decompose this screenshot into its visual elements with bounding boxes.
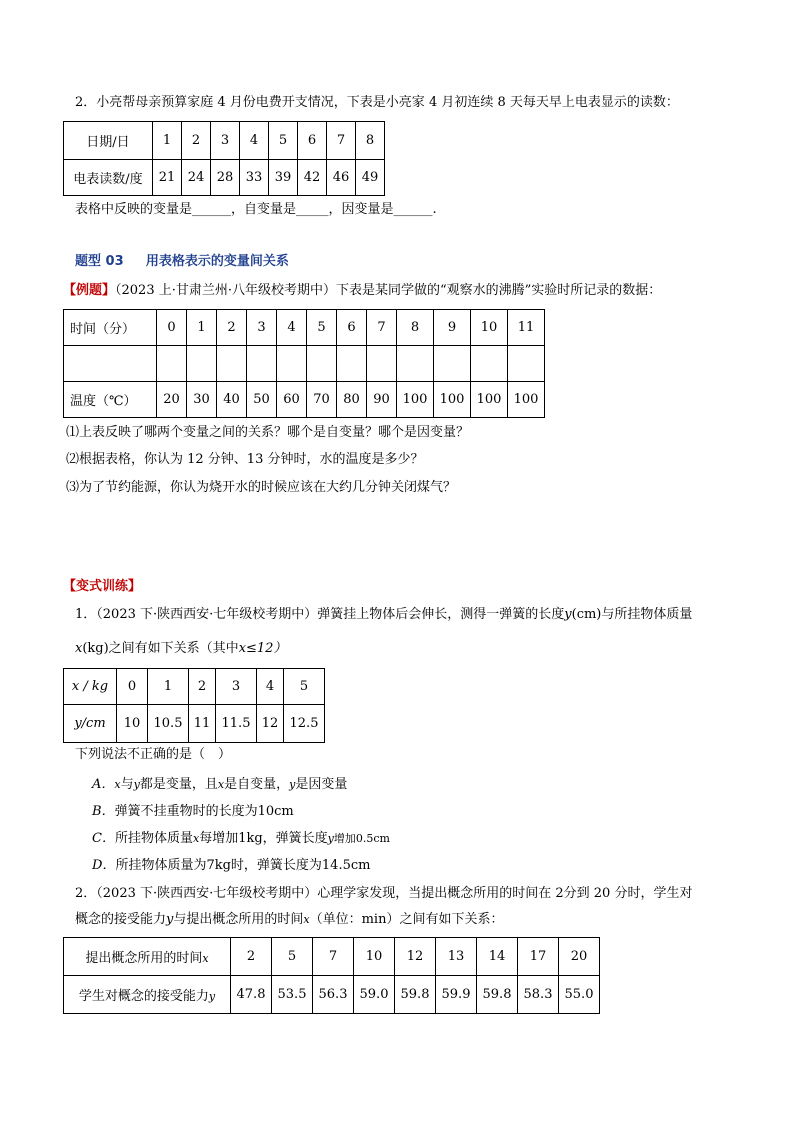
table-cell: 10.5 (148, 705, 189, 743)
table-cell (247, 346, 277, 382)
table-cell: 7 (327, 122, 356, 160)
section-heading (75, 253, 289, 271)
var-y: y (327, 832, 334, 845)
var-x: x (217, 778, 225, 791)
table-cell: 12 (395, 938, 436, 976)
option-c (92, 830, 390, 848)
table-cell: 59.8 (395, 976, 436, 1014)
table-cell: 24 (182, 160, 211, 196)
table-cell: 7 (367, 310, 397, 346)
option-b (92, 803, 294, 821)
table-cell: 59.9 (436, 976, 477, 1014)
table-cell: 59.8 (477, 976, 518, 1014)
t1-line1 (75, 606, 692, 624)
option-text: 所挂物体质量 (114, 831, 193, 846)
example-text: （2023 上·甘肃兰州·八年级校考期中）下表是某同学做的“观察水的沸腾”实验时所记录的数据： (115, 283, 662, 298)
option-text: 每增加1kg，弹簧长度 (199, 831, 328, 846)
table-cell: 100 (508, 382, 545, 418)
t1-line2 (75, 640, 286, 658)
table-cell: 100 (397, 382, 434, 418)
option-text: 都是变量，且 (139, 777, 218, 792)
table-cell (64, 976, 231, 1014)
table-cell: 0 (157, 310, 187, 346)
t1-ask: 下列说法不正确的是（ ） (75, 747, 232, 762)
table-cell: 33 (240, 160, 269, 196)
example-q3: ⑶为了节约能源，你认为烧开水的时候应该在大约几分钟关闭煤气？ (66, 480, 457, 495)
table-cell: 1 (153, 122, 182, 160)
table-cell (64, 938, 231, 976)
table-cell: 13 (436, 938, 477, 976)
example-q2: ⑵根据表格，你认为 12 分钟、13 分钟时，水的温度是多少？ (66, 452, 424, 467)
table-cell: 10 (354, 938, 395, 976)
var-y: y (166, 912, 174, 927)
boiling-table (63, 309, 545, 418)
table-cell: 20 (559, 938, 600, 976)
table-cell (397, 346, 434, 382)
t1-text-a: 1．（2023 下·陕西西安·七年级校考期中）弹簧挂上物体后会伸长，测得一弹簧的长度 (75, 607, 565, 622)
table-cell: 14 (477, 938, 518, 976)
table-cell: 17 (518, 938, 559, 976)
option-text: 所挂物体质量为7kg时，弹簧长度为14.5cm (115, 858, 371, 873)
spring-table (63, 668, 325, 743)
table-cell: 1 (187, 310, 217, 346)
table-cell: 10 (471, 310, 508, 346)
option-text: 是因变量 (295, 777, 348, 792)
table-cell: 6 (298, 122, 327, 160)
table-cell: 2 (189, 669, 216, 705)
table-cell: 46 (327, 160, 356, 196)
t2-text-b: 与提出概念所用的时间 (173, 912, 304, 927)
option-text: 与 (120, 777, 134, 792)
option-letter: B． (92, 804, 115, 819)
table-cell: 28 (211, 160, 240, 196)
table-cell: 5 (272, 938, 313, 976)
table-cell: 30 (187, 382, 217, 418)
t2-line1: 2．（2023 下·陕西西安·七年级校考期中）心理学家发现，当提出概念所用的时间在 2分到 20 分时，学生对 (75, 886, 693, 901)
example-tag: 【例题】 (63, 283, 116, 298)
var-x: x (303, 913, 310, 926)
t1-condition: x≤12） (238, 641, 287, 656)
table-cell (217, 346, 247, 382)
section-label: 题型 03 (75, 254, 124, 269)
table-cell: 1 (148, 669, 189, 705)
var-y: y (208, 990, 216, 1003)
table-cell (157, 346, 187, 382)
table-cell: 11.5 (216, 705, 257, 743)
option-text: 弹簧不挂重物时的长度为10cm (114, 804, 294, 819)
table-cell: 4 (277, 310, 307, 346)
table-cell: 49 (356, 160, 385, 196)
table-cell: 2 (217, 310, 247, 346)
table-cell (187, 346, 217, 382)
table-cell: 47.8 (231, 976, 272, 1014)
t1-text-c: (kg)之间有如下关系（其中 (82, 641, 239, 656)
table-cell: 0 (117, 669, 148, 705)
table-cell: 21 (153, 160, 182, 196)
table-cell: 电表读数/度 (64, 160, 153, 196)
option-text: 增加0.5cm (333, 832, 390, 845)
var-x: x (202, 952, 209, 965)
t2-text-a: 概念的接受能力 (75, 912, 167, 927)
table-cell: 39 (269, 160, 298, 196)
table-cell: 40 (217, 382, 247, 418)
option-letter: D． (92, 858, 116, 873)
table-cell: 11 (189, 705, 216, 743)
table-cell: 55.0 (559, 976, 600, 1014)
table-cell: 3 (211, 122, 240, 160)
var-x: x (192, 832, 200, 845)
table-cell: 11 (508, 310, 545, 346)
table-cell: 6 (337, 310, 367, 346)
row-head: 学生对概念的接受能力 (78, 989, 209, 1004)
table-cell: 20 (157, 382, 187, 418)
table-cell: 60 (277, 382, 307, 418)
table-cell: x / kg (64, 669, 117, 705)
table-cell: 3 (216, 669, 257, 705)
table-cell (367, 346, 397, 382)
option-d (92, 857, 370, 875)
table-cell: 5 (269, 122, 298, 160)
table-cell (64, 346, 157, 382)
table-cell: y/cm (64, 705, 117, 743)
table-cell (307, 346, 337, 382)
table-cell: 8 (397, 310, 434, 346)
table-cell: 10 (117, 705, 148, 743)
table-cell: 90 (367, 382, 397, 418)
table-cell: 58.3 (518, 976, 559, 1014)
option-letter: C． (92, 831, 115, 846)
table-cell: 70 (307, 382, 337, 418)
table-cell: 7 (313, 938, 354, 976)
table-cell (337, 346, 367, 382)
table-cell: 日期/日 (64, 122, 153, 160)
example-q1: ⑴上表反映了哪两个变量之间的关系？哪个是自变量？哪个是因变量？ (66, 425, 470, 440)
table-cell: 59.0 (354, 976, 395, 1014)
table-cell: 53.5 (272, 976, 313, 1014)
concept-table (63, 937, 600, 1014)
table-cell: 80 (337, 382, 367, 418)
var-y: y (564, 607, 572, 622)
t2-text-c: （单位：min）之间有如下关系： (309, 912, 504, 927)
row-head: 提出概念所用的时间 (85, 951, 203, 966)
table-cell: 5 (307, 310, 337, 346)
table-cell: 5 (284, 669, 325, 705)
electricity-table (63, 121, 385, 196)
option-letter: A． (92, 777, 115, 792)
var-y: y (289, 778, 296, 791)
table-cell (508, 346, 545, 382)
table-cell: 2 (182, 122, 211, 160)
table-cell: 4 (240, 122, 269, 160)
var-x: x (114, 778, 121, 791)
table-cell: 12.5 (284, 705, 325, 743)
table-cell (471, 346, 508, 382)
table-cell: 100 (471, 382, 508, 418)
option-a (92, 776, 347, 794)
var-y: y (133, 778, 140, 791)
table-cell: 50 (247, 382, 277, 418)
table-cell: 8 (356, 122, 385, 160)
q2-intro: 2．小亮帮母亲预算家庭 4 月份电费开支情况，下表是小亮家 4 月初连续 8 天每天早上电表显示的读数： (75, 95, 679, 110)
example-intro (63, 282, 661, 300)
table-cell: 100 (434, 382, 471, 418)
table-cell: 3 (247, 310, 277, 346)
t2-line2 (75, 911, 503, 929)
table-cell: 2 (231, 938, 272, 976)
table-cell: 42 (298, 160, 327, 196)
q2-blank: 表格中反映的变量是______，自变量是_____，因变量是______. (75, 202, 437, 217)
table-cell: 4 (257, 669, 284, 705)
var-x: x (75, 641, 83, 656)
table-cell (434, 346, 471, 382)
table-cell: 时间（分） (64, 310, 157, 346)
table-cell: 温度（℃） (64, 382, 157, 418)
section-title: 用表格表示的变量间关系 (145, 254, 289, 269)
table-cell: 12 (257, 705, 284, 743)
option-text: 是自变量， (224, 777, 290, 792)
table-cell: 9 (434, 310, 471, 346)
table-cell: 56.3 (313, 976, 354, 1014)
t1-text-b: (cm)与所挂物体质量 (571, 607, 693, 622)
table-cell (277, 346, 307, 382)
training-tag: 【变式训练】 (63, 579, 142, 594)
